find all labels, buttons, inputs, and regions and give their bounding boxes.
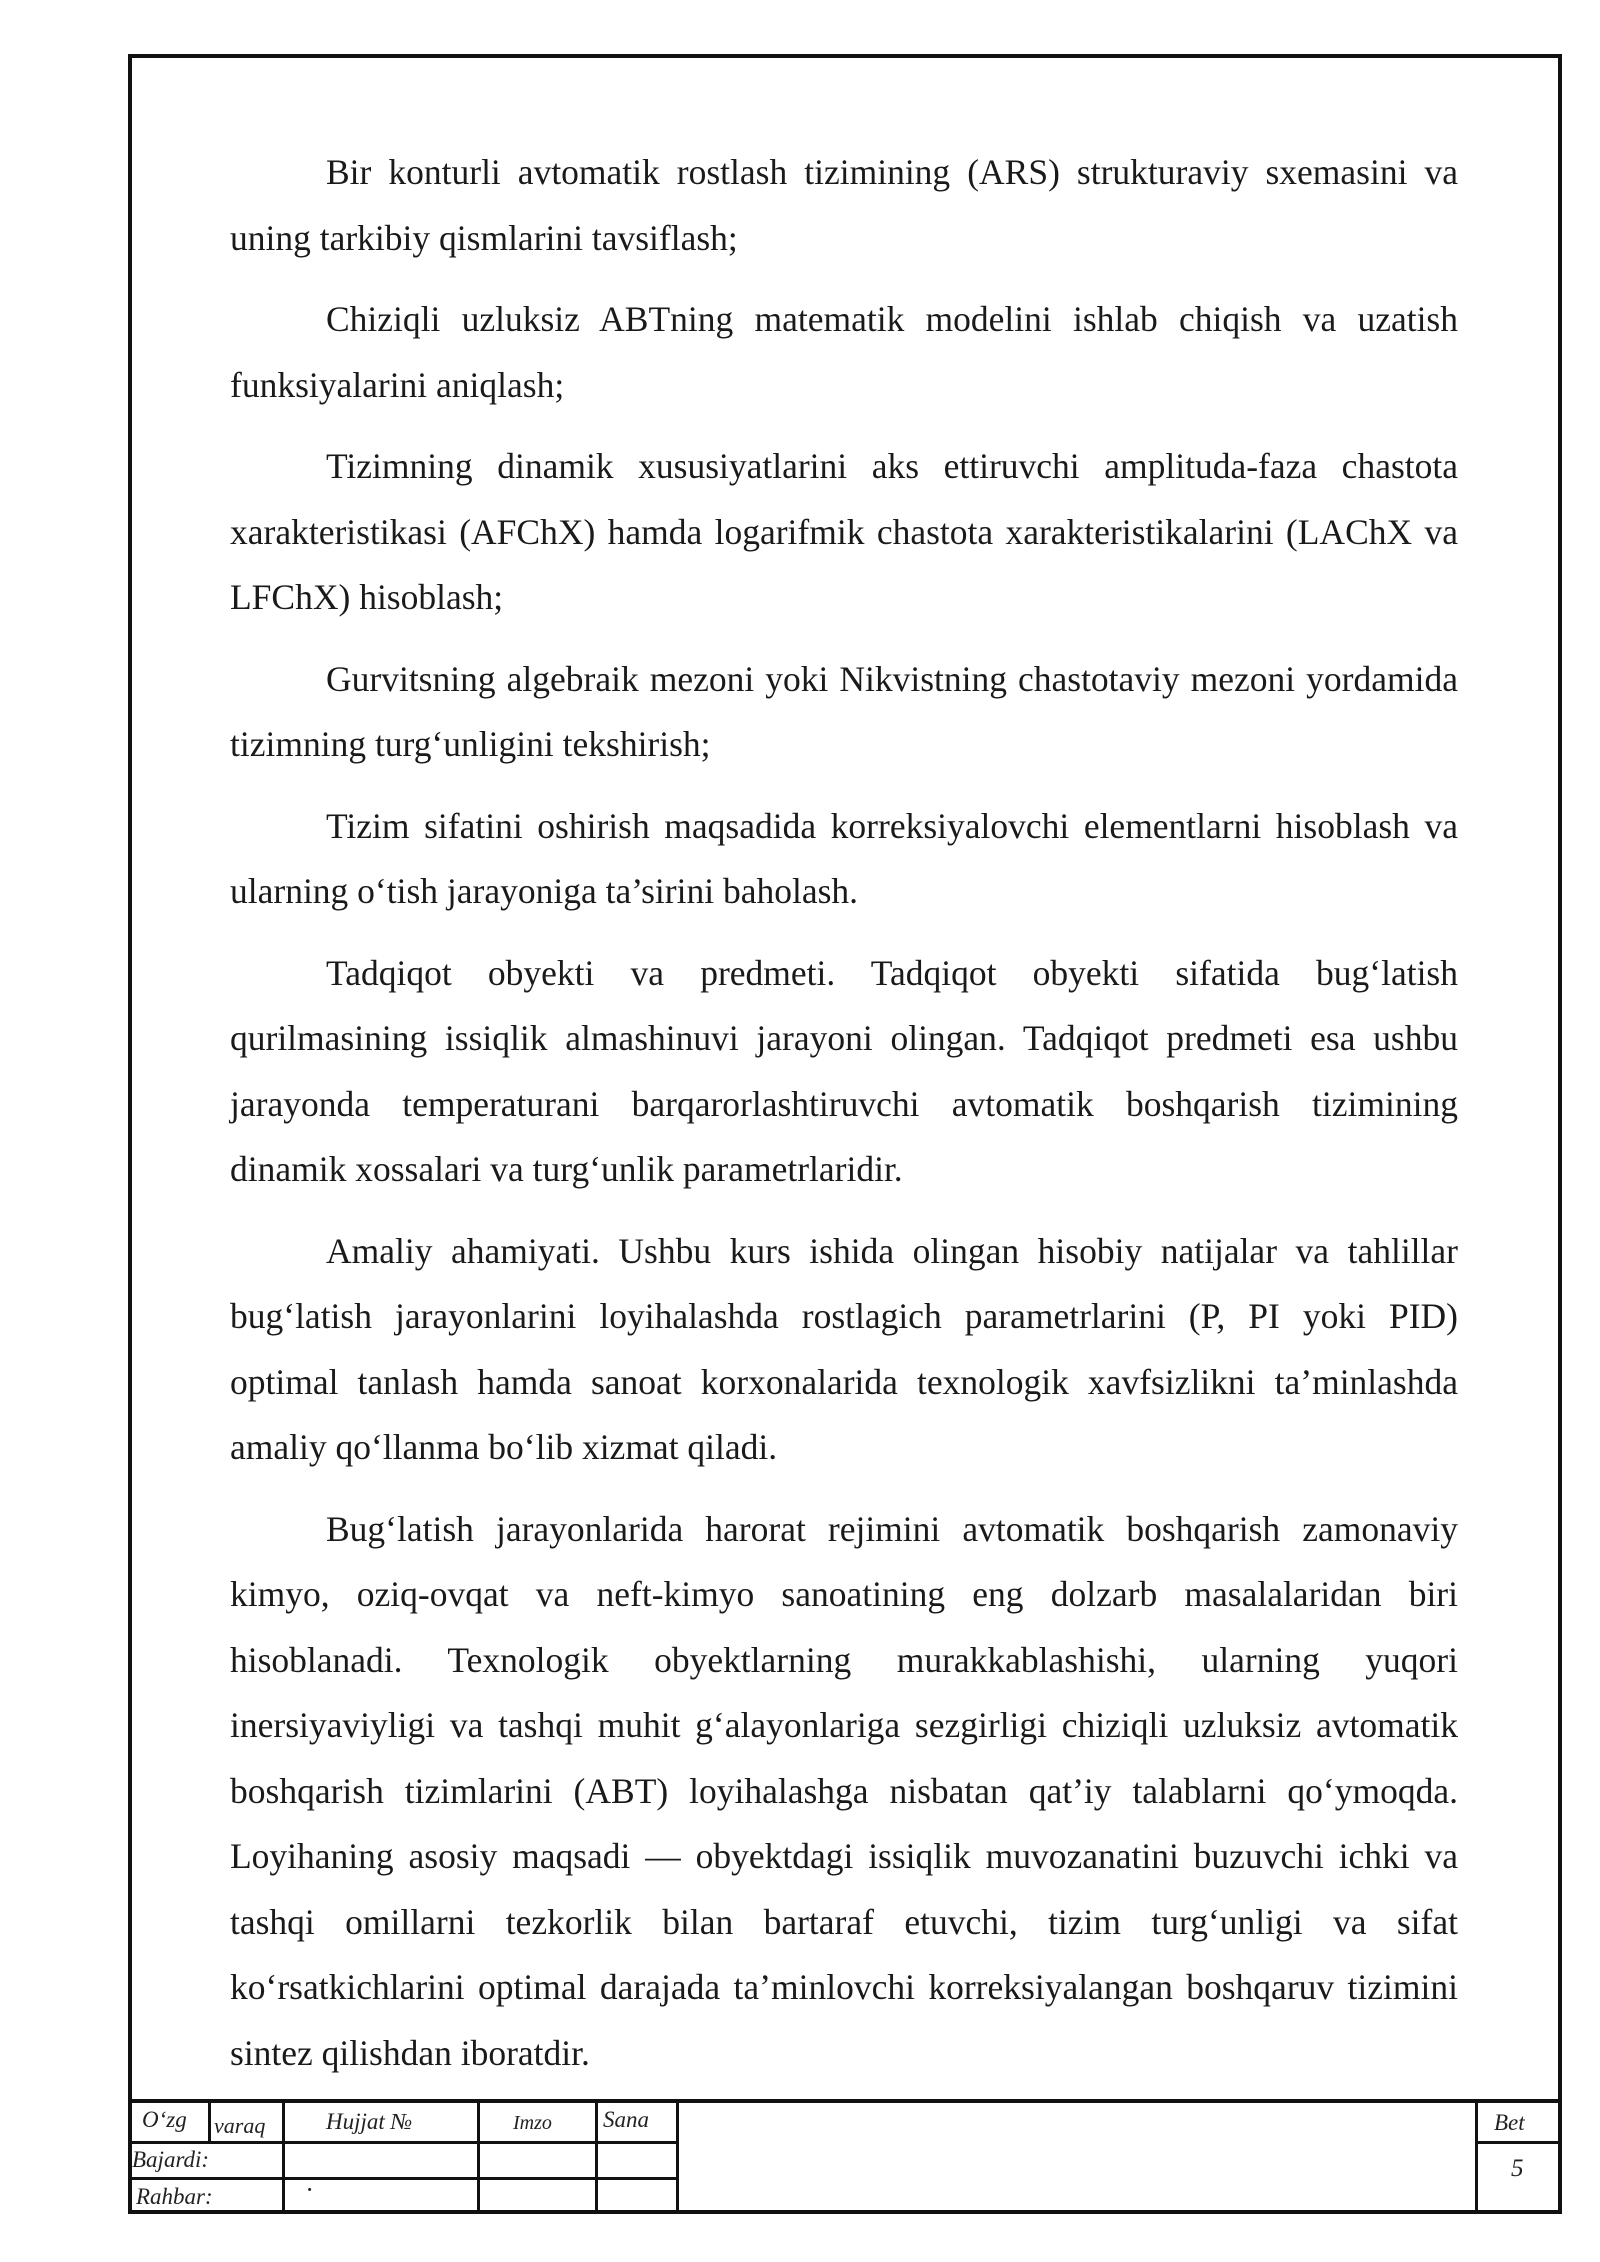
paragraph-stability-check: Gurvitsning algebraik mezoni yoki Nikvistning chastotaviy mezoni yordamida tizimning turg‘unligini tekshirish; [230,658,1458,764]
stamp-col-line-2 [282,2103,285,2214]
paragraph-research-object: Tadqiqot obyekti va predmeti. Tadqiqot obyekti sifatida bug‘latish qurilmasining issiqlik almashinuvi jarayoni olingan. Tadqiqot predmeti esa ushbu jarayonda temperaturani barqarorlashtiruvchi avtomatik boshqarish tizimining dinamik xossalari va turg‘unlik parametrlaridir. [230,952,1458,1189]
title-block [128,2099,1562,2214]
stamp-bajardi-label: Bajardi: [132,2147,210,2172]
stamp-bet-line [1478,2141,1562,2144]
stamp-col-line-6 [1475,2103,1478,2214]
stamp-col-line-1 [208,2103,211,2141]
paragraph-introduction: Bug‘latish jarayonlarida harorat rejimini avtomatik boshqarish zamonaviy kimyo, oziq-ovqat va neft-kimyo sanoatining eng dolzarb masalalaridan biri hisoblanadi. Texnologik obyektlarning murakkablashishi, ularning yuqori inersiyaviyligi va tashqi muhit g‘alayonlariga sezgirligi chiziqli uzluksiz avtomatik boshqarish tizimlarini (ABT) loyihalashga nisbatan qat’iy talablarni qo‘ymoqda. Loyihaning asosiy maqsadi — obyektdagi issiqlik muvozanatini buzuvchi ichki va tashqi omillarni tezkorlik bilan bartaraf etuvchi, tizim turg‘unligi va sifat ko‘rsatkichlarini optimal darajada ta’minlovchi korreksiyalangan boshqaruv tizimini sintez qilishdan iboratdir. [230,1508,1458,2073]
stamp-imzo-label: Imzo [513,2112,552,2134]
page-number: 5 [1511,2155,1524,2182]
stamp-ozg-label: O‘zg [142,2107,187,2132]
stamp-hujjat-label: Hujjat № [326,2109,413,2134]
stamp-rahbar-signature: · [306,2175,313,2204]
paragraph-frequency-characteristics: Tizimning dinamik xususiyatlarini aks ettiruvchi amplituda-faza chastota xarakteristikasi (AFChX) hamda logarifmik chastota xarakteristikalarini (LAChX va LFChX) hisoblash; [230,446,1458,617]
paragraph-math-model: Chiziqli uzluksiz ABTning matematik modelini ishlab chiqish va uzatish funksiyalarini aniqlash; [230,299,1458,405]
stamp-sana-label: Sana [603,2107,649,2132]
stamp-col-line-5 [676,2103,679,2214]
stamp-row-line-1 [128,2141,676,2144]
paragraph-practical-value: Amaliy ahamiyati. Ushbu kurs ishida olingan hisobiy natijalar va tahlillar bug‘latish jarayonlarini loyihalashda rostlagich parametrlarini (P, PI yoki PID) optimal tanlash hamda sanoat korxonalarida texnologik xavfsizlikni ta’minlashda amaliy qo‘llanma bo‘lib xizmat qiladi. [230,1230,1458,1467]
stamp-row-line-2 [128,2177,676,2180]
stamp-col-line-4 [595,2103,598,2214]
paragraph-correction: Tizim sifatini oshirish maqsadida korreksiyalovchi elementlarni hisoblash va ularning o‘tish jarayoniga ta’sirini baholash. [230,805,1458,911]
document-body [230,140,1458,2102]
paragraph-ars-structure: Bir konturli avtomatik rostlash tizimining (ARS) strukturaviy sxemasini va uning tarkibiy qismlarini tavsiflash; [230,152,1458,258]
stamp-bet-label: Bet [1494,2110,1525,2135]
stamp-varaq-label: varaq [214,2113,266,2138]
stamp-rahbar-label: Rahbar: [136,2184,213,2209]
stamp-col-line-3 [477,2103,480,2214]
